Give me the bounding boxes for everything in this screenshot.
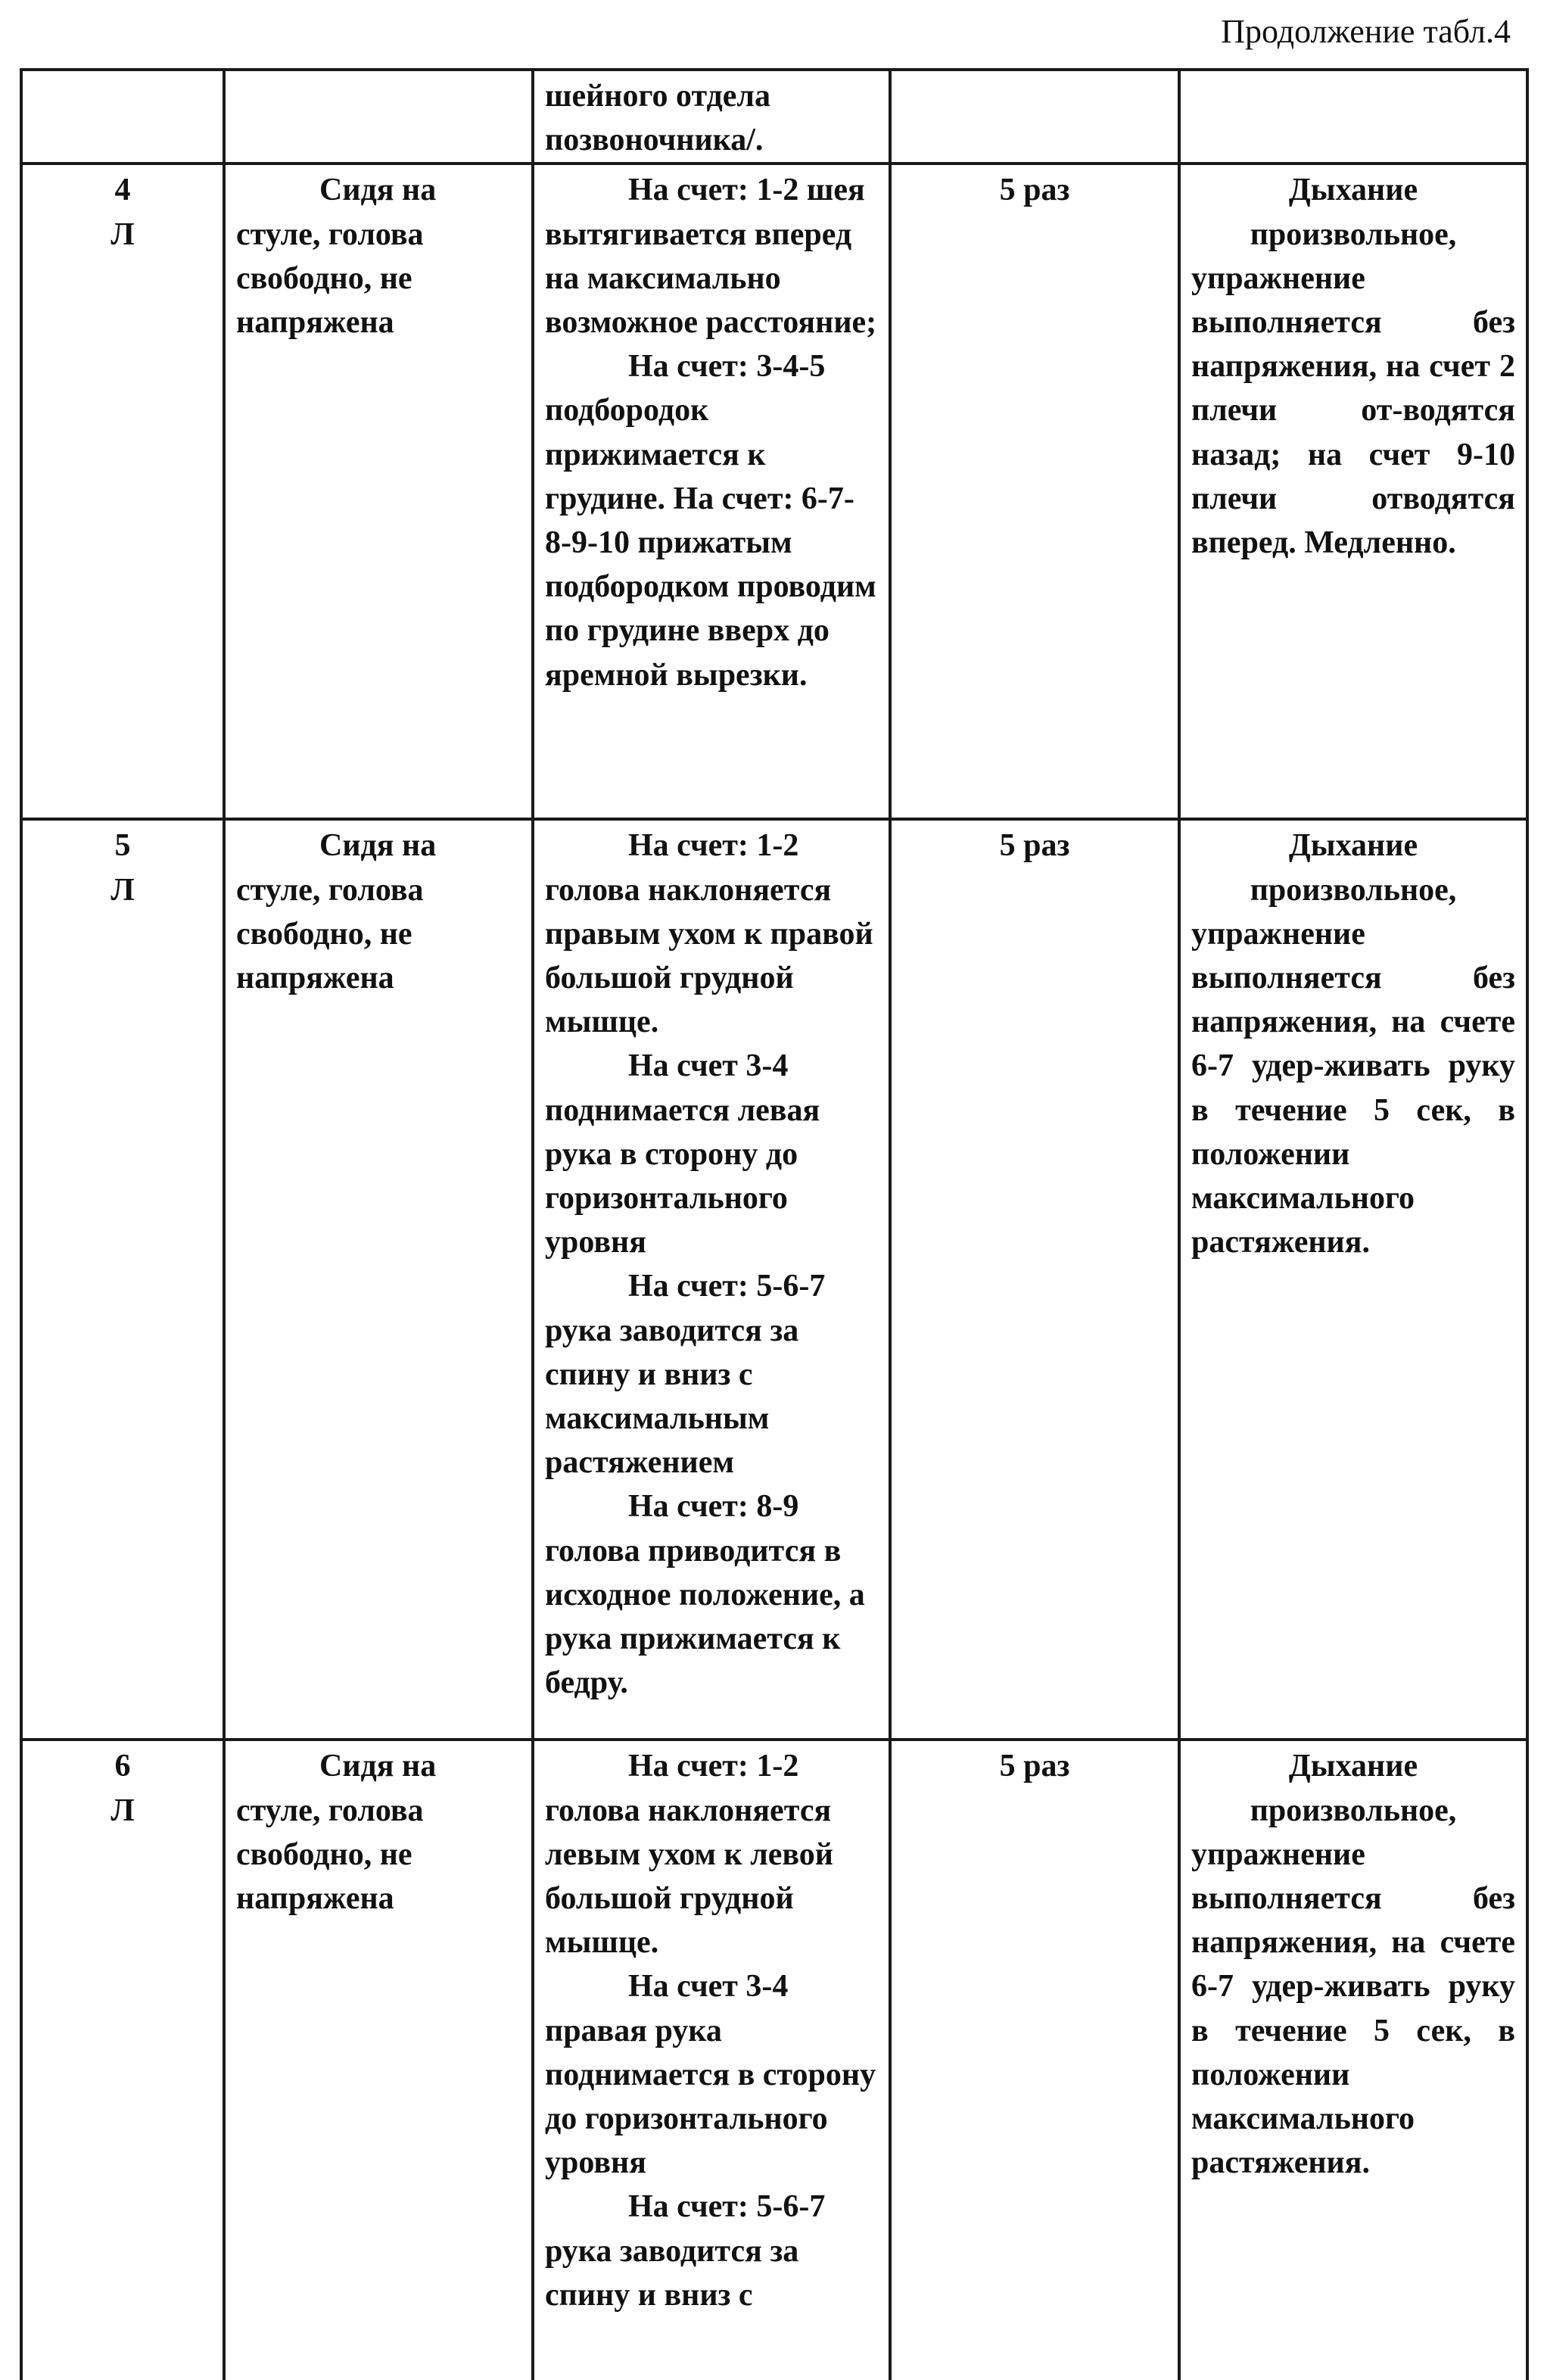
repetitions-cell xyxy=(890,819,1179,1740)
exercise-number-cell xyxy=(21,164,224,819)
exercise-description-line: На счет: 1-2 голова наклоняется правым ухом к правой большой грудной мышце. xyxy=(545,828,873,1040)
starting-position-text: Сидя на стуле, голова свободно, не напряжена xyxy=(236,828,437,996)
exercise-description-cell xyxy=(533,70,890,164)
guidelines-text: упражнение выполняется без напряжения, на счете 6-7 удер-живать руку в течение 5 сек, в положении максимального растяжения. xyxy=(1191,1836,1515,2181)
exercise-description-line: На счет: 3-4-5 подбородок прижимается к грудине. На счет: 6-7-8-9-10 прижатым подбородком проводим по грудине вверх до яремной вырезки. xyxy=(545,349,876,693)
exercise-number: 5 xyxy=(114,828,131,864)
exercise-number-cell xyxy=(21,1740,224,2380)
repetitions-text: 5 раз xyxy=(999,1749,1070,1784)
exercise-description-cell xyxy=(533,1740,890,2380)
table-row xyxy=(21,819,1527,1740)
exercise-description-line: На счет: 5-6-7 рука заводится за спину и вниз с максимальным растяжением xyxy=(545,1269,826,1481)
starting-position-text: Сидя на стуле, голова свободно, не напряжена xyxy=(236,173,437,341)
exercise-number: 4 xyxy=(114,173,131,208)
exercise-description-line: шейного отдела позвоночника/. xyxy=(545,79,770,158)
guidelines-text-lead: Дыхание произвольное, xyxy=(1250,173,1457,252)
exercise-mark: Л xyxy=(110,217,135,252)
table-row xyxy=(21,70,1527,164)
exercise-number-cell xyxy=(21,819,224,1740)
exercise-table xyxy=(20,68,1529,2380)
table-row xyxy=(21,164,1527,819)
exercise-description-line: На счет: 8-9 голова приводится в исходное положение, а рука прижимается к бедру. xyxy=(545,1489,865,1701)
exercise-mark: Л xyxy=(110,1793,135,1828)
guidelines-cell xyxy=(1179,70,1527,164)
table-row xyxy=(21,1740,1527,2380)
exercise-description-line: На счет: 5-6-7 рука заводится за спину и вниз с xyxy=(545,2189,826,2313)
exercise-description-line: На счет 3-4 поднимается левая рука в сторону до горизонтального уровня xyxy=(545,1048,820,1260)
guidelines-cell xyxy=(1179,1740,1527,2380)
exercise-number-cell xyxy=(21,70,224,164)
exercise-description-line: На счет: 1-2 шея вытягивается вперед на максимально возможное расстояние; xyxy=(545,173,877,341)
guidelines-text-lead: Дыхание произвольное, xyxy=(1250,828,1457,908)
starting-position-cell xyxy=(224,1740,533,2380)
repetitions-text: 5 раз xyxy=(999,173,1070,208)
exercise-mark: Л xyxy=(110,872,135,908)
starting-position-cell xyxy=(224,819,533,1740)
guidelines-text: упражнение выполняется без напряжения, на счете 6-7 удер-живать руку в течение 5 сек, в положении максимального растяжения. xyxy=(1191,916,1515,1260)
starting-position-cell xyxy=(224,164,533,819)
repetitions-cell xyxy=(890,1740,1179,2380)
table-continuation-header: Продолжение табл.4 xyxy=(1221,13,1511,50)
exercise-description-line: На счет: 1-2 голова наклоняется левым ухом к левой большой грудной мышце. xyxy=(545,1749,833,1961)
starting-position-text: Сидя на стуле, голова свободно, не напряжена xyxy=(236,1749,437,1917)
exercise-description-cell xyxy=(533,819,890,1740)
exercise-description-cell xyxy=(533,164,890,819)
repetitions-cell xyxy=(890,70,1179,164)
repetitions-cell xyxy=(890,164,1179,819)
guidelines-text: упражнение выполняется без напряжения, на счет 2 плечи от-водятся назад; на счет 9-10 плечи отводятся вперед. Медленно. xyxy=(1191,260,1515,561)
exercise-number: 6 xyxy=(114,1749,131,1784)
guidelines-cell xyxy=(1179,164,1527,819)
repetitions-text: 5 раз xyxy=(999,828,1070,864)
starting-position-cell xyxy=(224,70,533,164)
guidelines-text-lead: Дыхание произвольное, xyxy=(1250,1749,1457,1828)
guidelines-cell xyxy=(1179,819,1527,1740)
exercise-description-line: На счет 3-4 правая рука поднимается в сторону до горизонтального уровня xyxy=(545,1969,876,2181)
